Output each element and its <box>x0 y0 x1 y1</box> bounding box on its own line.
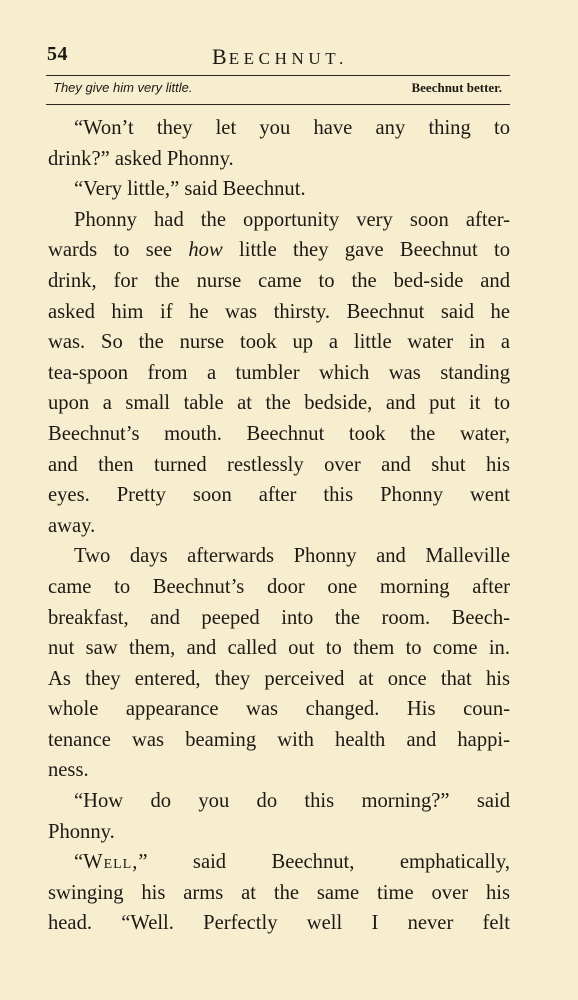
header-rule-top <box>46 75 510 76</box>
text-line: As they entered, they perceived at once that his <box>48 667 510 690</box>
text-line: came to Beechnut’s door one morning after <box>48 575 510 598</box>
text-line: Phonny had the opportunity very soon after- <box>74 208 510 231</box>
text-line: “How do you do this morning?” said <box>74 790 510 813</box>
text-line: tea-spoon from a tumbler which was standing <box>48 361 510 384</box>
text-fragment: wards to see <box>48 239 173 262</box>
text-line: “Won’t they let you have any thing to <box>74 117 510 139</box>
text-line: and then turned restlessly over and shut his <box>48 453 510 476</box>
text-line: drink?” asked Phonny. <box>48 147 234 170</box>
book-title <box>212 44 348 70</box>
text-line: ness. <box>48 759 89 782</box>
small-caps-word: Well, <box>83 851 139 874</box>
book-title-initial: B <box>212 44 229 69</box>
text-line: tenance was beaming with health and happi- <box>48 728 510 751</box>
header-rule-bottom <box>46 104 510 105</box>
text-line: swinging his arms at the same time over his <box>48 881 510 904</box>
text-line <box>48 235 510 266</box>
text-line: Two days afterwards Phonny and Malleville <box>74 545 510 568</box>
text-line: Phonny. <box>48 820 115 843</box>
text-line: Beechnut’s mouth. Beechnut took the water, <box>48 422 510 445</box>
running-head <box>46 40 510 74</box>
book-title-rest: EECHNUT. <box>228 49 348 68</box>
italic-word: how <box>188 239 223 262</box>
text-line: nut saw them, and called out to them to come in. <box>48 637 510 660</box>
text-line: drink, for the nurse came to the bed-side and <box>48 269 510 292</box>
page-number: 54 <box>47 43 68 65</box>
text-line: away. <box>48 514 96 537</box>
text-line <box>48 847 510 878</box>
text-line: breakfast, and peeped into the room. Beech- <box>48 606 510 629</box>
text-fragment: ” said Beechnut, emphatically, <box>138 851 510 874</box>
text-line: “Very little,” said Beechnut. <box>74 178 306 201</box>
text-line: whole appearance was changed. His coun- <box>48 698 510 721</box>
subhead-left: They give him very little. <box>53 80 193 95</box>
text-fragment: “ <box>74 851 84 874</box>
subhead-right: Beechnut better. <box>411 80 502 95</box>
text-fragment: little they gave Beechnut to <box>239 239 510 262</box>
text-line: eyes. Pretty soon after this Phonny went <box>48 484 510 507</box>
body-text <box>48 113 510 939</box>
text-line: asked him if he was thirsty. Beechnut said he <box>48 300 510 323</box>
text-line: head. “Well. Perfectly well I never felt <box>48 912 510 935</box>
text-line: upon a small table at the bedside, and put it to <box>48 392 510 415</box>
text-line: was. So the nurse took up a little water in a <box>48 331 510 354</box>
